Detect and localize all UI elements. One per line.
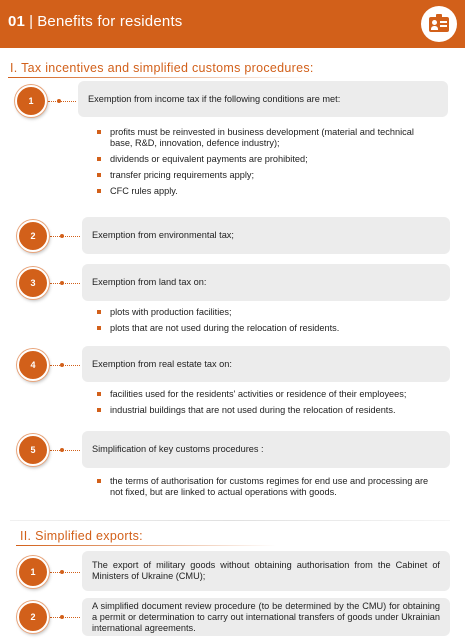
export-box-document-review — [82, 598, 450, 636]
connector-line — [50, 365, 80, 366]
benefit-text: Simplification of key customs procedures : — [92, 444, 264, 454]
item-number-badge: 2 — [17, 601, 49, 633]
item-number-badge: 5 — [17, 434, 49, 466]
connector-line — [50, 617, 80, 618]
connector-dot — [60, 281, 64, 285]
connector-dot — [57, 99, 61, 103]
item-number-badge: 4 — [17, 349, 49, 381]
header-bar — [0, 0, 465, 48]
connector-line — [50, 572, 80, 573]
benefit-text: Exemption from land tax on: — [92, 277, 207, 287]
list-item: profits must be reinvested in business development (material and technical base, R&D, innovation, defence industry); — [96, 127, 426, 149]
benefit-box-real-estate-tax — [82, 346, 450, 382]
bullet-list-income-tax — [96, 127, 426, 202]
benefit-text: Exemption from real estate tax on: — [92, 358, 232, 369]
bullet-list-customs — [96, 476, 436, 503]
title-separator: | — [29, 13, 34, 30]
benefit-box-customs — [82, 431, 450, 468]
chapter-number: 01 — [8, 13, 26, 30]
connector-dot — [60, 615, 64, 619]
export-box-military-goods — [82, 551, 450, 591]
list-item: dividends or equivalent payments are prohibited; — [96, 154, 426, 165]
export-text: The export of military goods without obtaining authorisation from the Cabinet of Ministers of Ukraine (CMU); — [92, 560, 440, 581]
benefit-text: Exemption from income tax if the following conditions are met: — [88, 93, 341, 104]
item-number-badge: 2 — [17, 220, 49, 252]
item-number-badge: 1 — [17, 556, 49, 588]
item-number-badge: 3 — [17, 267, 49, 299]
chapter-title: Benefits for residents — [37, 13, 183, 30]
id-card-icon — [421, 6, 457, 42]
bullet-list-real-estate-tax — [96, 389, 451, 421]
list-item: plots that are not used during the relocation of residents. — [96, 323, 436, 334]
benefit-box-land-tax — [82, 264, 450, 301]
page-title — [8, 13, 183, 30]
section-divider-shadow — [10, 520, 450, 521]
section-divider — [16, 545, 276, 546]
list-item: transfer pricing requirements apply; — [96, 170, 426, 181]
connector-dot — [60, 363, 64, 367]
list-item: the terms of authorisation for customs regimes for end use and processing are not fixed, but are linked to actual operations with goods. — [96, 476, 436, 498]
section-divider — [8, 77, 308, 78]
list-item: CFC rules apply. — [96, 186, 426, 197]
benefit-box-environmental-tax — [82, 217, 450, 254]
connector-line — [50, 236, 80, 237]
connector-dot — [60, 570, 64, 574]
list-item: facilities used for the residents' activities or residence of their employees; — [96, 389, 451, 400]
list-item: plots with production facilities; — [96, 307, 436, 318]
section-title-simplified-exports: II. Simplified exports: — [20, 529, 143, 543]
connector-line — [48, 101, 76, 102]
benefit-box-income-tax — [78, 81, 448, 117]
connector-dot — [60, 448, 64, 452]
connector-line — [50, 283, 80, 284]
connector-dot — [60, 234, 64, 238]
list-item: industrial buildings that are not used during the relocation of residents. — [96, 405, 451, 416]
bullet-list-land-tax — [96, 307, 436, 339]
section-title-tax-incentives: I. Tax incentives and simplified customs procedures: — [10, 61, 314, 75]
benefit-text: Exemption from environmental tax; — [92, 230, 234, 240]
connector-line — [50, 450, 80, 451]
item-number-badge: 1 — [15, 85, 47, 117]
export-text: A simplified document review procedure (to be determined by the CMU) for obtaining a permit or determination to carry out international transfers of goods under Ukrainian international agreements. — [92, 600, 440, 633]
